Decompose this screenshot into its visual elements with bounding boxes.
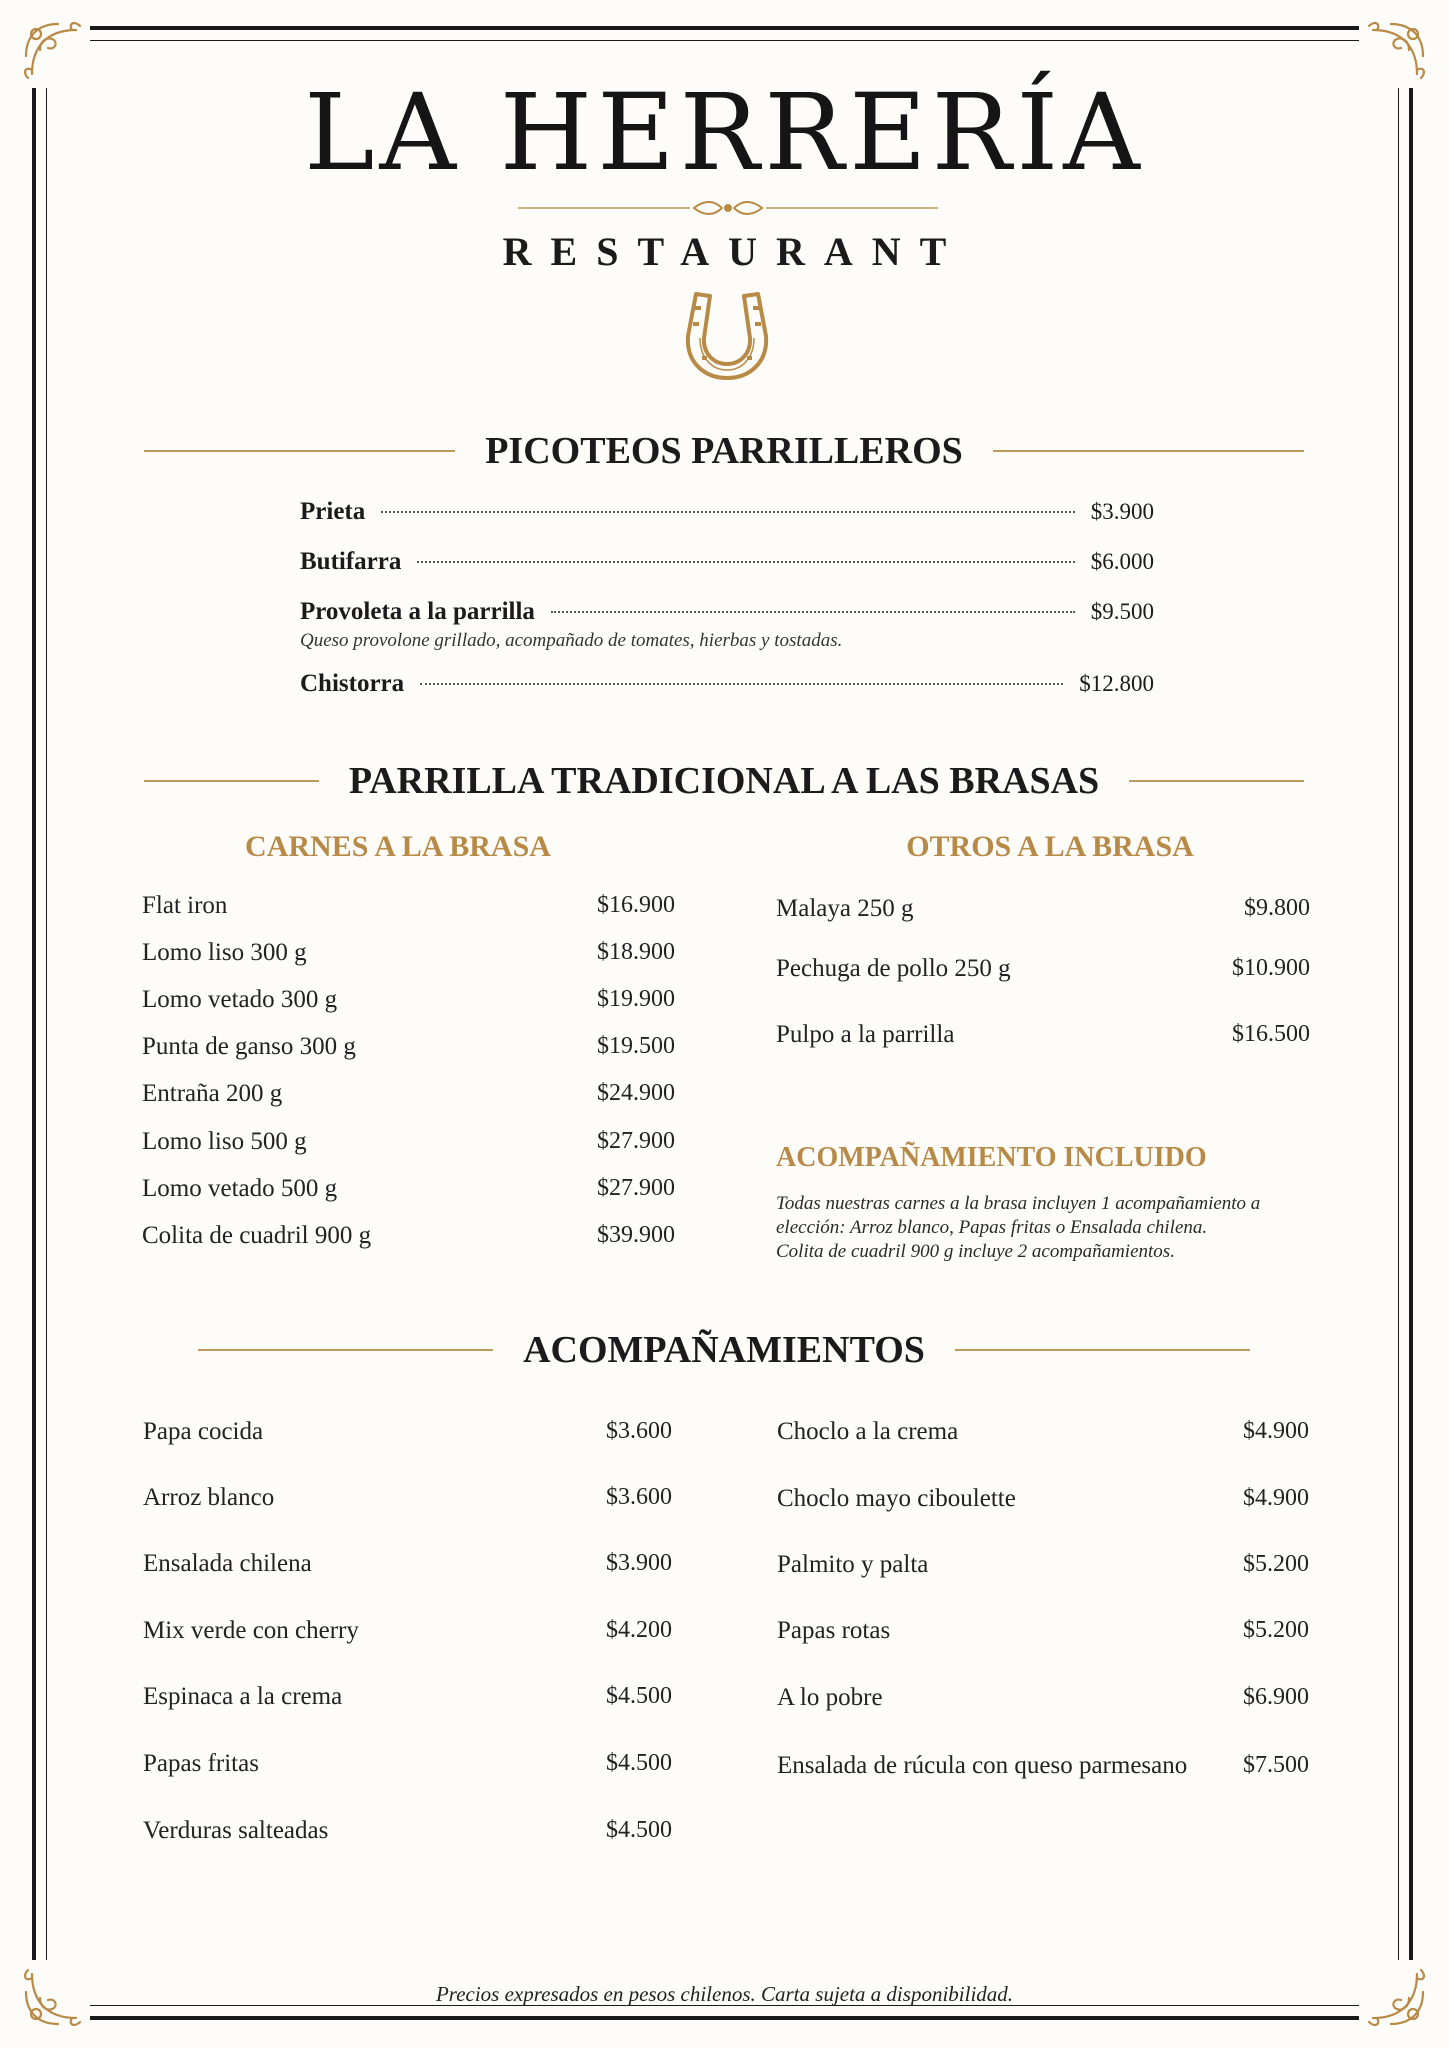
menu-item [142,892,675,920]
item-name: Punta de ganso 300 g [142,1033,356,1060]
item-price: $4.200 [606,1617,672,1643]
item-name: A lo pobre [777,1684,883,1711]
item-name: Malaya 250 g [776,895,914,922]
item-name: Lomo vetado 500 g [142,1175,338,1202]
item-name: Espinaca a la crema [143,1683,343,1710]
item-name: Butifarra [300,548,402,575]
item-price: $39.900 [597,1222,675,1248]
menu-item [142,1033,675,1061]
menu-item [300,548,1154,576]
item-price: $24.900 [597,1080,675,1106]
item-name: Lomo vetado 300 g [142,986,338,1013]
dot-leader [417,561,1074,563]
menu-item [143,1418,672,1446]
menu-item [300,598,1154,626]
item-name: Chistorra [300,670,405,697]
section-title: PARRILLA TRADICIONAL A LAS BRASAS [348,760,1100,802]
menu-item [143,1484,672,1512]
menu-item [777,1485,1309,1513]
item-price: $19.500 [597,1033,675,1059]
included-side-title: ACOMPAÑAMIENTO INCLUIDO [776,1142,1207,1173]
item-name: Flat iron [142,892,228,919]
menu-item [143,1550,672,1578]
item-price: $3.600 [606,1418,672,1444]
item-price: $4.900 [1243,1485,1309,1511]
restaurant-name: LA HERRERÍA [304,71,1145,194]
menu-item [777,1752,1309,1780]
item-price: $4.500 [606,1817,672,1843]
item-price: $3.600 [606,1484,672,1510]
item-name: Choclo a la crema [777,1418,959,1445]
item-price: $6.000 [1090,549,1154,574]
corner-flourish-icon [18,16,90,88]
title-ornament-icon [518,196,938,220]
note-line: elección: Arroz blanco, Papas fritas o Ensalada chilena. [776,1217,1208,1238]
menu-item [142,1222,675,1250]
menu-item [300,670,1154,698]
item-price: $4.500 [606,1750,672,1776]
menu-item [142,1080,675,1108]
item-name: Mix verde con cherry [143,1617,359,1644]
item-price: $18.900 [597,939,675,965]
dot-leader [420,683,1063,685]
item-name: Palmito y palta [777,1551,929,1578]
item-name: Verduras salteadas [143,1817,329,1844]
item-price: $6.900 [1243,1684,1309,1710]
menu-item [142,986,675,1014]
footer-note: Precios expresados en pesos chilenos. Carta sujeta a disponibilidad. [435,1982,1014,2006]
item-price: $9.800 [1244,895,1310,921]
item-price: $16.500 [1232,1021,1310,1047]
item-price: $27.900 [597,1128,675,1154]
menu-item [777,1551,1309,1579]
menu-item [142,1128,675,1156]
included-side-note [776,1192,1376,1264]
item-description: Queso provolone grillado, acompañado de tomates, hierbas y tostadas. [300,630,843,651]
menu-item [142,939,675,967]
subsection-otros-title: OTROS A LA BRASA [906,830,1194,863]
item-name: Lomo liso 500 g [142,1128,307,1155]
section-picoteos-header [144,428,1304,474]
menu-item [777,1418,1309,1446]
menu-item [300,498,1154,526]
item-name: Arroz blanco [143,1484,275,1511]
corner-flourish-icon [1359,16,1431,88]
item-name: Prieta [300,498,366,525]
dot-leader [381,511,1075,513]
note-line: Todas nuestras carnes a la brasa incluyen 1 acompañamiento a [776,1193,1261,1214]
item-name: Ensalada de rúcula con queso parmesano [777,1752,1188,1779]
menu-item [776,1021,1310,1049]
item-name: Papas rotas [777,1617,891,1644]
item-price: $10.900 [1232,955,1310,981]
note-line: Colita de cuadril 900 g incluye 2 acompañamientos. [776,1241,1175,1262]
item-name: Papa cocida [143,1418,264,1445]
menu-item [776,895,1310,923]
item-price: $3.900 [1090,499,1154,524]
item-name: Papas fritas [143,1750,259,1777]
section-parrilla-header [144,758,1304,804]
item-name: Lomo liso 300 g [142,939,307,966]
item-name: Ensalada chilena [143,1550,312,1577]
menu-item [776,955,1310,983]
item-price: $7.500 [1243,1752,1309,1778]
subsection-carnes-title: CARNES A LA BRASA [245,830,551,863]
item-price: $27.900 [597,1175,675,1201]
menu-item [143,1750,672,1778]
item-price: $9.500 [1090,599,1154,624]
item-price: $12.800 [1079,671,1154,696]
menu-item [142,1175,675,1203]
menu-item [143,1617,672,1645]
menu-item [143,1817,672,1845]
item-name: Entraña 200 g [142,1080,283,1107]
item-price: $5.200 [1243,1551,1309,1577]
item-price: $16.900 [597,892,675,918]
item-price: $4.900 [1243,1418,1309,1444]
section-title: ACOMPAÑAMIENTOS [523,1329,925,1371]
dot-leader [551,611,1075,613]
item-name: Provoleta a la parrilla [300,598,535,625]
section-acompanamientos-header [198,1327,1250,1373]
menu-item [777,1684,1309,1712]
item-name: Colita de cuadril 900 g [142,1222,372,1249]
item-price: $5.200 [1243,1617,1309,1643]
item-name: Choclo mayo ciboulette [777,1485,1016,1512]
menu-item [777,1617,1309,1645]
item-name: Pulpo a la parrilla [776,1021,955,1048]
item-price: $19.900 [597,986,675,1012]
horseshoe-icon [680,286,774,384]
menu-item [143,1683,672,1711]
section-title: PICOTEOS PARRILLEROS [485,430,963,472]
item-price: $3.900 [606,1550,672,1576]
item-name: Pechuga de pollo 250 g [776,955,1011,982]
item-price: $4.500 [606,1683,672,1709]
restaurant-subtitle: RESTAURANT [502,229,966,274]
